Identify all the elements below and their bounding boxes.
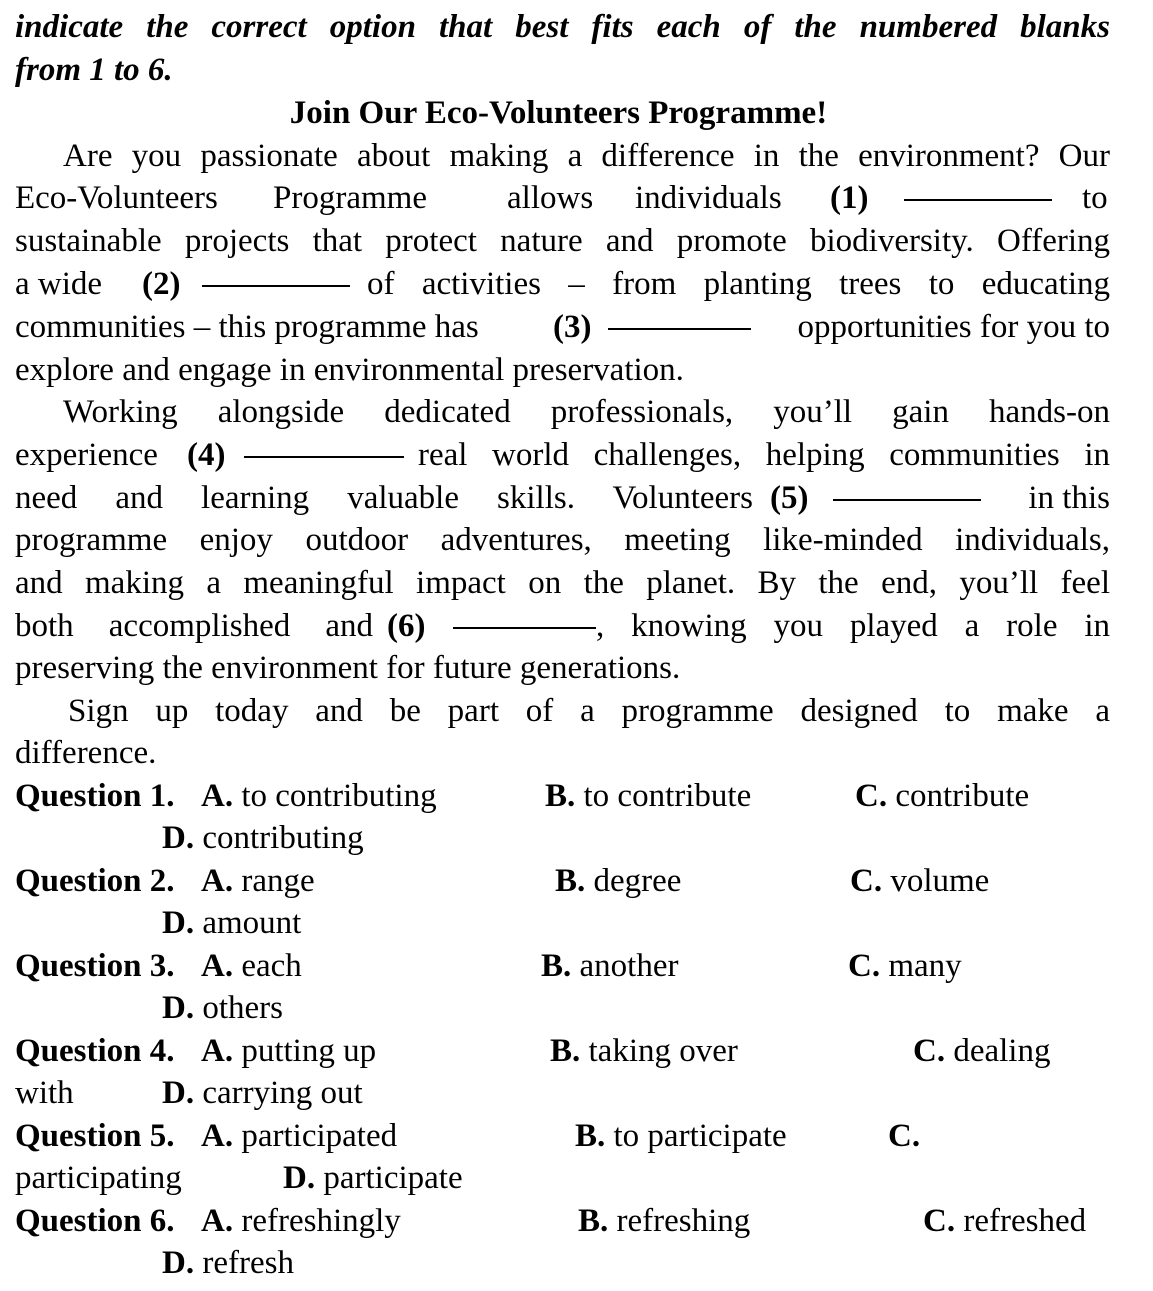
question-6-row-2 bbox=[15, 1242, 1110, 1284]
question-1-row-2 bbox=[15, 817, 1110, 859]
blank-1 bbox=[904, 171, 1052, 201]
option-text: another bbox=[579, 948, 679, 984]
option-text: refresh bbox=[202, 1245, 294, 1281]
option-d[interactable] bbox=[283, 1157, 463, 1199]
p2-line-4: programme enjoy outdoor adventures, meeting like-minded individuals, bbox=[15, 522, 1110, 558]
blank-number-6: (6) bbox=[387, 608, 426, 644]
option-letter: D. bbox=[162, 820, 195, 856]
question-6 bbox=[15, 1200, 1110, 1242]
question-3-row-2 bbox=[15, 987, 1110, 1029]
option-a[interactable] bbox=[201, 1200, 401, 1242]
option-text: others bbox=[202, 990, 283, 1026]
option-letter: D. bbox=[283, 1160, 316, 1196]
option-c-continued: with bbox=[15, 1075, 74, 1111]
option-text: putting up bbox=[241, 1033, 377, 1069]
p3-line-2: difference. bbox=[15, 735, 157, 771]
p2-line-5: and making a meaningful impact on the planet. By the end, you’ll feel bbox=[15, 565, 1110, 601]
option-text: to participate bbox=[613, 1118, 787, 1154]
option-b[interactable] bbox=[578, 1200, 750, 1242]
blank-number-5: (5) bbox=[770, 480, 809, 516]
option-a[interactable] bbox=[201, 1115, 397, 1157]
question-label: Question 3. bbox=[15, 948, 175, 984]
option-text: many bbox=[888, 948, 962, 984]
option-text: participate bbox=[323, 1160, 463, 1196]
option-letter: A. bbox=[201, 863, 234, 899]
blank-4 bbox=[244, 428, 404, 458]
option-letter: C. bbox=[923, 1203, 956, 1239]
option-a[interactable] bbox=[201, 775, 437, 817]
option-letter: B. bbox=[578, 1203, 609, 1239]
option-b[interactable] bbox=[545, 775, 751, 817]
option-a[interactable] bbox=[201, 1030, 376, 1072]
p2-line-3 bbox=[15, 477, 1110, 519]
p1-line-6: explore and engage in environmental preservation. bbox=[15, 352, 684, 388]
question-5 bbox=[15, 1115, 1110, 1157]
option-letter: C. bbox=[913, 1033, 946, 1069]
option-letter: C. bbox=[848, 948, 881, 984]
blank-5 bbox=[833, 471, 981, 501]
option-d[interactable] bbox=[162, 1242, 294, 1284]
question-4 bbox=[15, 1030, 1110, 1072]
option-b[interactable] bbox=[575, 1115, 787, 1157]
option-letter: B. bbox=[545, 778, 576, 814]
option-text: range bbox=[241, 863, 315, 899]
question-label: Question 5. bbox=[15, 1118, 175, 1154]
option-c[interactable] bbox=[923, 1200, 1086, 1242]
word: , knowing you played a role in bbox=[596, 608, 1110, 644]
question-label: Question 2. bbox=[15, 863, 175, 899]
blank-2 bbox=[202, 257, 350, 287]
instruction-line-2: from 1 to 6. bbox=[15, 52, 173, 88]
option-letter: A. bbox=[201, 1118, 234, 1154]
word: allows bbox=[507, 180, 594, 216]
option-letter: C. bbox=[855, 778, 888, 814]
word: real world challenges, helping communities in bbox=[418, 437, 1110, 473]
option-b[interactable] bbox=[550, 1030, 738, 1072]
option-text: refreshingly bbox=[241, 1203, 401, 1239]
option-text: each bbox=[241, 948, 302, 984]
option-text: refreshed bbox=[963, 1203, 1087, 1239]
option-text: dealing bbox=[953, 1033, 1051, 1069]
option-letter: A. bbox=[201, 1203, 234, 1239]
question-5-row-2 bbox=[15, 1157, 1110, 1199]
passage-title: Join Our Eco-Volunteers Programme! bbox=[289, 95, 828, 131]
option-d[interactable] bbox=[162, 987, 283, 1029]
option-c[interactable] bbox=[913, 1030, 1050, 1072]
word: to bbox=[1082, 180, 1108, 216]
option-letter: D. bbox=[162, 990, 195, 1026]
option-text: to contributing bbox=[241, 778, 437, 814]
option-d[interactable] bbox=[162, 1072, 363, 1114]
option-letter: A. bbox=[201, 778, 234, 814]
word: individuals bbox=[635, 180, 782, 216]
p2-line-1: Working alongside dedicated professionals, you’ll gain hands-on bbox=[63, 394, 1110, 430]
blank-number-2: (2) bbox=[142, 266, 181, 302]
p1-line-3: sustainable projects that protect nature and promote biodiversity. Offering bbox=[15, 223, 1110, 259]
word: of activities – from planting trees to educating bbox=[367, 266, 1110, 302]
question-label: Question 4. bbox=[15, 1033, 175, 1069]
option-b[interactable] bbox=[555, 860, 681, 902]
word: Eco-Volunteers bbox=[15, 180, 218, 216]
option-letter: B. bbox=[541, 948, 572, 984]
word: in this bbox=[1028, 480, 1110, 516]
blank-number-3: (3) bbox=[553, 309, 592, 345]
option-text: contributing bbox=[202, 820, 364, 856]
option-letter: A. bbox=[201, 1033, 234, 1069]
p2-line-7: preserving the environment for future generations. bbox=[15, 650, 681, 686]
blank-number-1: (1) bbox=[830, 180, 869, 216]
option-text: degree bbox=[593, 863, 682, 899]
option-letter: B. bbox=[555, 863, 586, 899]
option-text: taking over bbox=[588, 1033, 738, 1069]
word: opportunities for you to bbox=[797, 309, 1110, 345]
option-text: contribute bbox=[895, 778, 1030, 814]
option-letter: A. bbox=[201, 948, 234, 984]
option-a[interactable] bbox=[201, 860, 315, 902]
word: communities – this programme has bbox=[15, 309, 479, 345]
option-text: to contribute bbox=[583, 778, 752, 814]
question-2-row-2 bbox=[15, 902, 1110, 944]
question-3 bbox=[15, 945, 1110, 987]
word: need and learning valuable skills. Volunteers bbox=[15, 480, 753, 516]
option-letter: B. bbox=[550, 1033, 581, 1069]
option-letter: C. bbox=[888, 1118, 921, 1154]
instruction-line-1: indicate the correct option that best fits each of the numbered blanks bbox=[15, 9, 1110, 45]
p3-line-1: Sign up today and be part of a programme designed to make a bbox=[68, 693, 1110, 729]
option-text: participated bbox=[241, 1118, 398, 1154]
option-c[interactable] bbox=[888, 1115, 920, 1157]
p1-line-5 bbox=[15, 306, 1110, 348]
word: a wide bbox=[15, 266, 103, 302]
option-text: amount bbox=[202, 905, 302, 941]
question-1 bbox=[15, 775, 1110, 817]
question-4-row-2 bbox=[15, 1072, 1110, 1114]
blank-3 bbox=[608, 300, 751, 330]
option-a[interactable] bbox=[201, 945, 302, 987]
p1-line-4 bbox=[15, 263, 1110, 305]
option-letter: D. bbox=[162, 1075, 195, 1111]
question-2 bbox=[15, 860, 1110, 902]
option-d[interactable] bbox=[162, 817, 364, 859]
option-letter: D. bbox=[162, 1245, 195, 1281]
option-c[interactable] bbox=[850, 860, 989, 902]
option-c[interactable] bbox=[848, 945, 962, 987]
p1-line-2 bbox=[15, 177, 1110, 219]
option-d[interactable] bbox=[162, 902, 301, 944]
option-c[interactable] bbox=[855, 775, 1029, 817]
p1-line-1: Are you passionate about making a difference in the environment? Our bbox=[63, 138, 1110, 174]
option-text: refreshing bbox=[616, 1203, 751, 1239]
blank-number-4: (4) bbox=[187, 437, 226, 473]
p2-line-6 bbox=[15, 605, 1110, 647]
option-letter: C. bbox=[850, 863, 883, 899]
question-label: Question 1. bbox=[15, 778, 175, 814]
question-label: Question 6. bbox=[15, 1203, 175, 1239]
option-letter: D. bbox=[162, 905, 195, 941]
option-letter: B. bbox=[575, 1118, 606, 1154]
option-b[interactable] bbox=[541, 945, 678, 987]
option-c-continued: participating bbox=[15, 1160, 182, 1196]
blank-6 bbox=[453, 599, 596, 629]
option-text: carrying out bbox=[202, 1075, 363, 1111]
option-text: volume bbox=[890, 863, 990, 899]
word: both accomplished and bbox=[15, 608, 373, 644]
word: experience bbox=[15, 437, 158, 473]
p2-line-2 bbox=[15, 434, 1110, 476]
word: Programme bbox=[273, 180, 427, 216]
